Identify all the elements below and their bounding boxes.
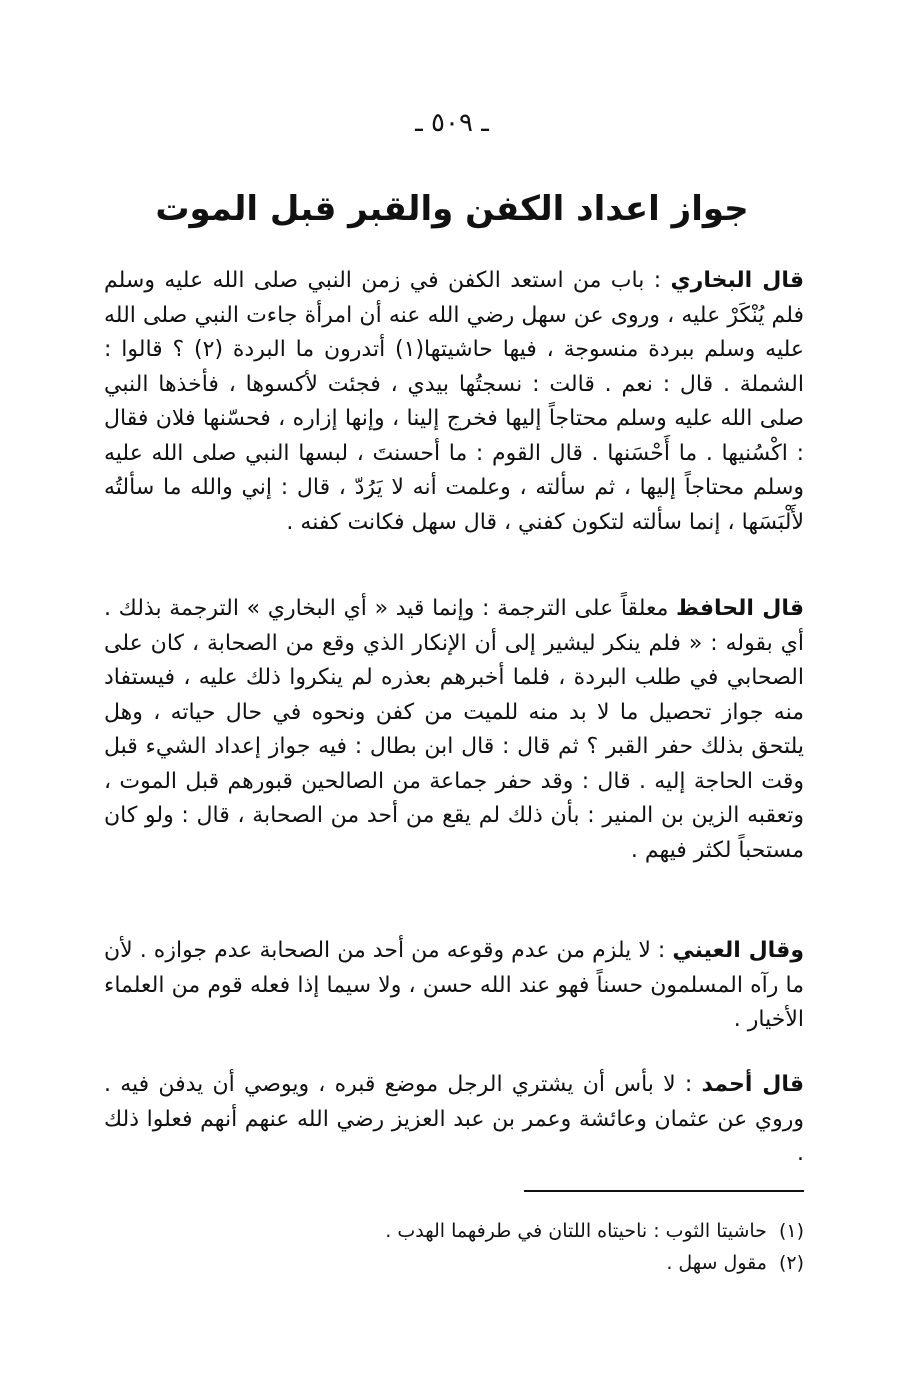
footnote-text: حاشيتا الثوب : ناحيتاه اللتان في طرفهما الهدب .: [385, 1220, 767, 1242]
paragraph-ahmad: [104, 1068, 804, 1172]
footnote-number: (٢): [778, 1252, 804, 1274]
paragraph-lead: قال البخاري: [670, 268, 805, 293]
paragraph-text: معلقاً على الترجمة : وإنما قيد « أي البخاري » الترجمة بذلك . أي بقوله : « فلم ينكر ليشير إلى أن الإنكار الذي وقع من الصحابة ، كان على الصحابي في طلب البردة ، فلما أخبرهم بعذره لم ينكروا ذلك عليه ، فيستفاد منه جواز تحصيل ما لا بد منه للميت من كفن ونحوه في حال حياته ، وهل يلتحق بذلك حفر القبر ؟ ثم قال : قال ابن بطال : فيه جواز إعداد الشيء قبل وقت الحاجة إليه . قال : وقد حفر جماعة من الصالحين قبورهم قبل الموت ، وتعقبه الزين بن المنير : بأن ذلك لم يقع من أحد من الصحابة ، قال : ولو كان مستحباً لكثر فيهم .: [104, 596, 804, 863]
paragraph-lead: وقال العيني: [672, 938, 804, 963]
footnote-item: [104, 1215, 804, 1247]
paragraph-hafiz: [104, 592, 804, 868]
page-title: جواز اعداد الكفن والقبر قبل الموت: [155, 188, 749, 229]
paragraph-aini: [104, 934, 804, 1038]
footnote-number: (١): [778, 1220, 804, 1242]
footnote-text: مقول سهل .: [666, 1252, 767, 1274]
paragraph-text: : لا يلزم من عدم وقوعه من أحد من الصحابة عدم جوازه . لأن ما رآه المسلمون حسناً فهو عند الله حسن ، ولا سيما إذا فعله قوم من العلماء الأخيار .: [104, 938, 804, 1032]
paragraph-lead: قال أحمد: [701, 1072, 804, 1097]
paragraph-lead: قال الحافظ: [676, 596, 805, 621]
footnotes: [104, 1215, 804, 1279]
paragraph-text: : لا بأس أن يشتري الرجل موضع قبره ، ويوصي أن يدفن فيه . وروي عن عثمان وعائشة وعمر بن عبد العزيز رضي الله عنهم أنهم فعلوا ذلك .: [104, 1072, 804, 1166]
paragraph-text: : باب من استعد الكفن في زمن النبي صلى الله عليه وسلم فلم يُنْكَرْ عليه ، وروى عن سهل رضي الله عنه أن امرأة جاءت النبي صلى الله عليه وسلم ببردة منسوجة ، فيها حاشيتها(١) أتدرون ما البردة (٢) ؟ قالوا : الشملة . قال : نعم . قالت : نسجتُها بيدي ، فجئت لأكسوها ، فأخذها النبي صلى الله عليه وسلم محتاجاً إليها فخرج إلينا ، وإنها إزاره ، فحسّنها فلان فقال : اكْسُنيها . ما أَحْسَنها . قال القوم : ما أحسنتَ ، لبسها النبي صلى الله عليه وسلم محتاجاً إليها ، ثم سألته ، وعلمت أنه لا يَرُدّ ، قال : إني والله ما سألتُه لأَلْبَسَها ، إنما سألته لتكون كفني ، قال سهل فكانت كفنه .: [104, 268, 804, 535]
footnote-item: [104, 1247, 804, 1279]
paragraph-bukhari: [104, 264, 804, 540]
footnote-divider: [524, 1190, 804, 1192]
page-number: ـ ٥٠٩ ـ: [415, 108, 489, 138]
